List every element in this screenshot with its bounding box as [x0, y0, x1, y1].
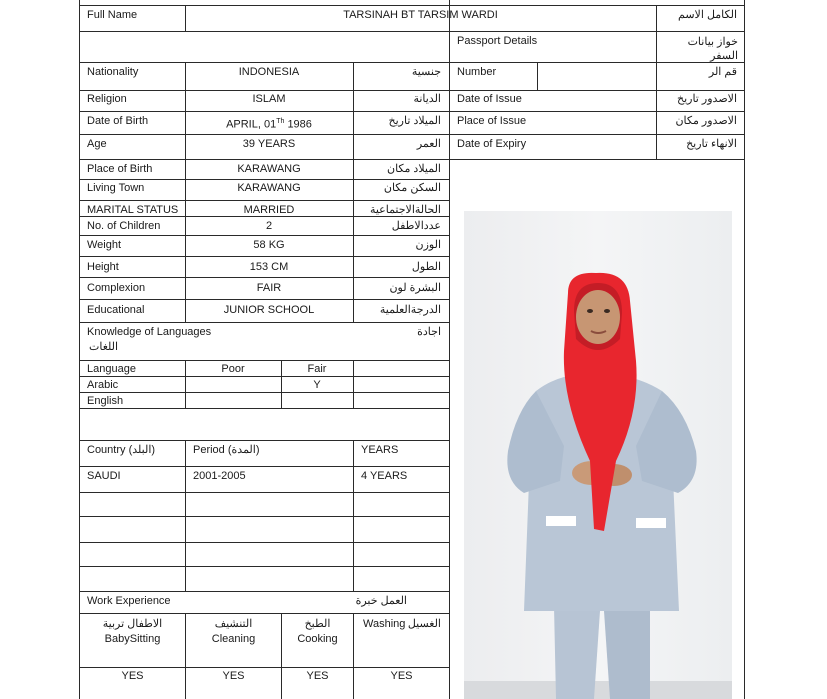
- employment-period: 2001-2005: [193, 470, 246, 482]
- arabic-fair: Y: [313, 379, 321, 391]
- height-value: 153 CM: [249, 261, 289, 273]
- period-header: Period (المدة): [193, 444, 260, 456]
- babysitting-value: YES: [121, 670, 144, 682]
- country-header: Country (البلد): [87, 444, 156, 456]
- languages-title-arabic-2: اللغات: [89, 341, 119, 353]
- passport-title: Passport Details: [457, 35, 538, 47]
- babysitting-arabic: الاطفال تربية: [102, 618, 163, 630]
- complexion-arabic: البشرة لون: [389, 282, 441, 294]
- cleaning-label: Cleaning: [211, 633, 256, 645]
- cooking-arabic: الطبخ: [304, 618, 331, 630]
- religion-value: ISLAM: [252, 93, 286, 105]
- children-value: 2: [265, 220, 273, 232]
- cooking-label: Cooking: [297, 633, 338, 645]
- weight-value: 58 KG: [253, 239, 285, 251]
- living-town-value: KARAWANG: [237, 182, 301, 194]
- language-arabic: Arabic: [87, 379, 119, 391]
- weight-label: Weight: [87, 239, 122, 251]
- person-portrait-icon: [464, 211, 732, 699]
- employment-years: 4 YEARS: [361, 470, 408, 482]
- marital-status-label: MARITAL STATUS: [87, 204, 179, 216]
- babysitting-label: BabySitting: [104, 633, 161, 645]
- place-of-birth-value: KARAWANG: [237, 163, 301, 175]
- years-header: YEARS: [361, 444, 399, 456]
- cleaning-value: YES: [222, 670, 245, 682]
- dob-label: Date of Birth: [87, 115, 149, 127]
- language-header: Language: [87, 363, 136, 375]
- education-arabic: الدرجةالعلمية: [379, 304, 441, 316]
- full-name-arabic: الكامل الاسم: [678, 9, 737, 21]
- nationality-value: INDONESIA: [238, 66, 300, 78]
- dob-arabic: الميلاد تاريخ: [388, 115, 441, 127]
- passport-expiry-label: Date of Expiry: [457, 138, 527, 150]
- cleaning-arabic: التنشيف: [214, 618, 253, 630]
- languages-title-arabic: اجادة: [417, 326, 441, 338]
- religion-label: Religion: [87, 93, 127, 105]
- complexion-value: FAIR: [256, 282, 282, 294]
- weight-arabic: الوزن: [415, 239, 441, 251]
- washing-arabic: الغسيل: [407, 618, 441, 630]
- education-label: Educational: [87, 304, 145, 316]
- applicant-photo: [464, 211, 732, 699]
- passport-number-label: Number: [457, 66, 497, 78]
- dob-value: APRIL, 01Th 1986: [226, 118, 312, 131]
- language-english: English: [87, 395, 124, 407]
- fair-header: Fair: [307, 363, 327, 375]
- passport-issue-date-arabic: الاصدور تاريخ: [676, 93, 737, 105]
- age-arabic: العمر: [416, 138, 441, 150]
- nationality-label: Nationality: [87, 66, 139, 78]
- passport-issue-date-label: Date of Issue: [457, 93, 522, 105]
- passport-issue-place-arabic: الاصدور مكان: [675, 115, 737, 127]
- place-of-birth-arabic: الميلاد مكان: [386, 163, 441, 175]
- washing-label: Washing: [363, 618, 406, 630]
- complexion-label: Complexion: [87, 282, 146, 294]
- living-town-arabic: السكن مكان: [383, 182, 441, 194]
- marital-status-arabic: الحالةالاجتماعية: [369, 204, 441, 216]
- religion-arabic: الديانة: [413, 93, 441, 105]
- children-label: No. of Children: [87, 220, 161, 232]
- employment-country: SAUDI: [87, 470, 121, 482]
- living-town-label: Living Town: [87, 182, 145, 194]
- cooking-value: YES: [306, 670, 329, 682]
- passport-title-arabic: خواز بيانات السفر: [687, 36, 738, 62]
- full-name-label: Full Name: [87, 9, 138, 21]
- age-label: Age: [87, 138, 107, 150]
- children-arabic: عددالاطفل: [391, 220, 441, 232]
- age-value: 39 YEARS: [242, 138, 296, 150]
- nationality-arabic: جنسية: [411, 66, 441, 78]
- education-value: JUNIOR SCHOOL: [223, 304, 315, 316]
- full-name-value: TARSINAH BT TARSIM WARDI: [343, 9, 498, 21]
- passport-expiry-arabic: الانهاء تاريخ: [686, 138, 737, 150]
- work-experience-arabic: العمل خبرة: [355, 595, 407, 607]
- work-experience-title: Work Experience: [87, 595, 171, 607]
- place-of-birth-label: Place of Birth: [87, 163, 153, 175]
- passport-issue-place-label: Place of Issue: [457, 115, 527, 127]
- height-arabic: الطول: [411, 261, 441, 273]
- washing-value: YES: [390, 670, 413, 682]
- height-label: Height: [87, 261, 119, 273]
- poor-header: Poor: [221, 363, 245, 375]
- languages-title: Knowledge of Languages: [87, 326, 212, 338]
- marital-status-value: MARRIED: [243, 204, 295, 216]
- passport-number-arabic: قم الر: [708, 66, 737, 78]
